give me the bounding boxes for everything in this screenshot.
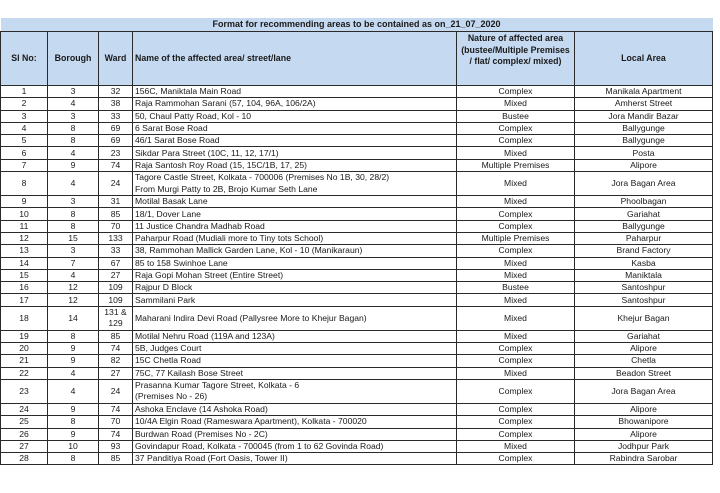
cell-nature: Complex <box>457 453 575 465</box>
table-row <box>1 147 713 159</box>
table-row <box>1 306 713 330</box>
cell-ward: 74 <box>99 403 133 415</box>
cell-ward: 67 <box>99 257 133 269</box>
cell-area-name: Motilal Nehru Road (119A and 123A) <box>133 330 457 342</box>
cell-local-area: Alipore <box>575 159 713 171</box>
cell-ward: 69 <box>99 135 133 147</box>
cell-nature: Mixed <box>457 440 575 452</box>
cell-area-name: Raja Santosh Roy Road (15, 15C/1B, 17, 25) <box>133 159 457 171</box>
cell-nature: Mixed <box>457 306 575 330</box>
cell-ward: 82 <box>99 355 133 367</box>
cell-sl-no: 26 <box>1 428 48 440</box>
area-name-line-2: (Premises No - 26) <box>135 391 208 402</box>
table-row <box>1 343 713 355</box>
cell-sl-no: 16 <box>1 282 48 294</box>
cell-local-area: Ballygunge <box>575 135 713 147</box>
cell-nature: Complex <box>457 343 575 355</box>
table-row <box>1 86 713 98</box>
table-row <box>1 232 713 244</box>
cell-local-area: Ballygunge <box>575 220 713 232</box>
cell-borough: 10 <box>48 440 99 452</box>
table-row <box>1 416 713 428</box>
area-name-line-1: Tagore Castle Street, Kolkata - 700006 (Premises No 1B, 30, 28/2) <box>135 172 390 183</box>
cell-area-name: Sammilani Park <box>133 294 457 306</box>
cell-area-name: 85 to 158 Swinhoe Lane <box>133 257 457 269</box>
cell-local-area: Khejur Bagan <box>575 306 713 330</box>
table-row <box>1 135 713 147</box>
header-sl-no: Sl No: <box>1 32 48 86</box>
header-nature: Nature of affected area (bustee/Multiple Premises / flat/ complex/ mixed) <box>457 32 575 86</box>
cell-nature: Bustee <box>457 110 575 122</box>
cell-sl-no: 28 <box>1 453 48 465</box>
cell-borough: 3 <box>48 196 99 208</box>
cell-area-name: 15C Chetla Road <box>133 355 457 367</box>
cell-sl-no: 7 <box>1 159 48 171</box>
cell-borough: 9 <box>48 403 99 415</box>
table-row <box>1 220 713 232</box>
cell-ward: 32 <box>99 86 133 98</box>
cell-local-area: Amherst Street <box>575 98 713 110</box>
table-row <box>1 453 713 465</box>
cell-nature: Mixed <box>457 196 575 208</box>
cell-nature: Mixed <box>457 98 575 110</box>
cell-borough: 3 <box>48 245 99 257</box>
cell-nature: Complex <box>457 355 575 367</box>
cell-ward: 24 <box>99 379 133 403</box>
cell-area-name: 50, Chaul Patty Road, Kol - 10 <box>133 110 457 122</box>
cell-nature: Complex <box>457 208 575 220</box>
cell-nature: Complex <box>457 135 575 147</box>
cell-borough: 9 <box>48 343 99 355</box>
table-row <box>1 282 713 294</box>
table-row <box>1 269 713 281</box>
cell-sl-no: 1 <box>1 86 48 98</box>
cell-ward: 69 <box>99 122 133 134</box>
cell-borough: 7 <box>48 257 99 269</box>
cell-ward: 70 <box>99 220 133 232</box>
cell-sl-no: 3 <box>1 110 48 122</box>
table-body <box>1 86 713 465</box>
table-row <box>1 330 713 342</box>
table-row <box>1 355 713 367</box>
cell-nature: Mixed <box>457 257 575 269</box>
cell-ward: 24 <box>99 172 133 196</box>
cell-area-name: Rajpur D Block <box>133 282 457 294</box>
cell-sl-no: 10 <box>1 208 48 220</box>
cell-nature: Complex <box>457 245 575 257</box>
cell-local-area: Alipore <box>575 343 713 355</box>
cell-sl-no: 27 <box>1 440 48 452</box>
cell-nature: Multiple Premises <box>457 232 575 244</box>
table-row <box>1 440 713 452</box>
cell-borough: 12 <box>48 294 99 306</box>
cell-borough: 4 <box>48 98 99 110</box>
cell-nature: Mixed <box>457 330 575 342</box>
cell-local-area: Ballygunge <box>575 122 713 134</box>
cell-local-area: Gariahat <box>575 208 713 220</box>
table-row <box>1 208 713 220</box>
cell-local-area: Posta <box>575 147 713 159</box>
cell-ward: 133 <box>99 232 133 244</box>
cell-borough: 14 <box>48 306 99 330</box>
cell-local-area: Kasba <box>575 257 713 269</box>
cell-local-area: Maniktala <box>575 269 713 281</box>
area-name-line-2: From Murgi Patty to 2B, Brojo Kumar Seth Lane <box>135 183 318 194</box>
cell-sl-no: 4 <box>1 122 48 134</box>
cell-local-area: Manikala Apartment <box>575 86 713 98</box>
table-row <box>1 98 713 110</box>
table-row <box>1 110 713 122</box>
cell-borough: 4 <box>48 379 99 403</box>
cell-local-area: Jodhpur Park <box>575 440 713 452</box>
cell-ward: 23 <box>99 147 133 159</box>
cell-sl-no: 21 <box>1 355 48 367</box>
cell-area-name: 156C, Maniktala Main Road <box>133 86 457 98</box>
cell-local-area: Jora Bagan Area <box>575 379 713 403</box>
cell-borough: 8 <box>48 330 99 342</box>
cell-borough: 12 <box>48 282 99 294</box>
table-row <box>1 428 713 440</box>
cell-local-area: Jora Bagan Area <box>575 172 713 196</box>
cell-sl-no: 19 <box>1 330 48 342</box>
cell-nature: Complex <box>457 428 575 440</box>
cell-local-area: Beadon Street <box>575 367 713 379</box>
sheet-title: Format for recommending areas to be contained as on_21_07_2020 <box>1 18 713 32</box>
cell-ward: 70 <box>99 416 133 428</box>
cell-local-area: Paharpur <box>575 232 713 244</box>
cell-area-name: 18/1, Dover Lane <box>133 208 457 220</box>
cell-local-area: Bhowanipore <box>575 416 713 428</box>
cell-local-area: Gariahat <box>575 330 713 342</box>
cell-area-name: 6 Sarat Bose Road <box>133 122 457 134</box>
cell-nature: Complex <box>457 86 575 98</box>
cell-nature: Mixed <box>457 269 575 281</box>
cell-sl-no: 18 <box>1 306 48 330</box>
cell-ward: 38 <box>99 98 133 110</box>
cell-borough: 9 <box>48 428 99 440</box>
cell-area-name: Raja Rammohan Sarani (57, 104, 96A, 106/2A) <box>133 98 457 110</box>
table-row <box>1 257 713 269</box>
cell-nature: Mixed <box>457 294 575 306</box>
cell-nature: Complex <box>457 122 575 134</box>
cell-area-name: Raja Gopi Mohan Street (Entire Street) <box>133 269 457 281</box>
cell-nature: Complex <box>457 416 575 428</box>
cell-sl-no: 23 <box>1 379 48 403</box>
cell-ward: 93 <box>99 440 133 452</box>
cell-area-name: 11 Justice Chandra Madhab Road <box>133 220 457 232</box>
cell-borough: 3 <box>48 110 99 122</box>
cell-local-area: Santoshpur <box>575 282 713 294</box>
cell-sl-no: 9 <box>1 196 48 208</box>
cell-borough: 8 <box>48 453 99 465</box>
cell-sl-no: 15 <box>1 269 48 281</box>
cell-ward: 109 <box>99 294 133 306</box>
cell-area-name: Ashoka Enclave (14 Ashoka Road) <box>133 403 457 415</box>
cell-area-name: Govindapur Road, Kolkata - 700045 (from 1 to 62 Govinda Road) <box>133 440 457 452</box>
cell-area-name: Sikdar Para Street (10C, 11, 12, 17/1) <box>133 147 457 159</box>
cell-sl-no: 14 <box>1 257 48 269</box>
cell-ward: 27 <box>99 367 133 379</box>
cell-nature: Mixed <box>457 172 575 196</box>
cell-borough: 9 <box>48 159 99 171</box>
table-row <box>1 245 713 257</box>
cell-borough: 8 <box>48 122 99 134</box>
cell-ward: 74 <box>99 159 133 171</box>
containment-areas-sheet <box>0 18 712 465</box>
cell-ward: 85 <box>99 453 133 465</box>
header-ward: Ward <box>99 32 133 86</box>
table-row <box>1 294 713 306</box>
cell-ward: 131 & 129 <box>99 306 133 330</box>
cell-sl-no: 11 <box>1 220 48 232</box>
cell-local-area: Phoolbagan <box>575 196 713 208</box>
containment-areas-table <box>0 18 713 465</box>
cell-local-area: Chetla <box>575 355 713 367</box>
cell-nature: Complex <box>457 379 575 403</box>
cell-sl-no: 8 <box>1 172 48 196</box>
cell-ward: 33 <box>99 245 133 257</box>
cell-ward: 74 <box>99 343 133 355</box>
cell-local-area: Santoshpur <box>575 294 713 306</box>
cell-area-name: 37 Panditiya Road (Fort Oasis, Tower II) <box>133 453 457 465</box>
cell-sl-no: 12 <box>1 232 48 244</box>
cell-sl-no: 6 <box>1 147 48 159</box>
table-row <box>1 172 713 196</box>
cell-area-name: 38, Rammohan Mallick Garden Lane, Kol - 10 (Manikaraun) <box>133 245 457 257</box>
cell-borough: 4 <box>48 172 99 196</box>
cell-nature: Mixed <box>457 367 575 379</box>
cell-sl-no: 24 <box>1 403 48 415</box>
header-borough: Borough <box>48 32 99 86</box>
cell-borough: 4 <box>48 269 99 281</box>
cell-area-name: 5B, Judges Court <box>133 343 457 355</box>
cell-local-area: Brand Factory <box>575 245 713 257</box>
table-row <box>1 122 713 134</box>
cell-ward: 31 <box>99 196 133 208</box>
cell-area-name: 75C, 77 Kailash Bose Street <box>133 367 457 379</box>
table-row <box>1 403 713 415</box>
cell-borough: 8 <box>48 416 99 428</box>
cell-area-name: Motilal Basak Lane <box>133 196 457 208</box>
cell-nature: Mixed <box>457 147 575 159</box>
cell-ward: 27 <box>99 269 133 281</box>
cell-nature: Complex <box>457 403 575 415</box>
title-row <box>1 18 713 32</box>
cell-local-area: Alipore <box>575 428 713 440</box>
cell-area-name <box>133 172 457 196</box>
cell-borough: 4 <box>48 147 99 159</box>
cell-area-name <box>133 379 457 403</box>
cell-sl-no: 5 <box>1 135 48 147</box>
cell-area-name: 46/1 Sarat Bose Road <box>133 135 457 147</box>
table-row <box>1 196 713 208</box>
cell-borough: 8 <box>48 135 99 147</box>
cell-local-area: Alipore <box>575 403 713 415</box>
cell-borough: 8 <box>48 208 99 220</box>
cell-borough: 4 <box>48 367 99 379</box>
cell-ward: 109 <box>99 282 133 294</box>
table-row <box>1 367 713 379</box>
cell-sl-no: 25 <box>1 416 48 428</box>
cell-sl-no: 13 <box>1 245 48 257</box>
cell-area-name: Burdwan Road (Premises No - 2C) <box>133 428 457 440</box>
cell-local-area: Rabindra Sarobar <box>575 453 713 465</box>
cell-ward: 33 <box>99 110 133 122</box>
table-row <box>1 159 713 171</box>
cell-borough: 8 <box>48 220 99 232</box>
cell-nature: Bustee <box>457 282 575 294</box>
cell-area-name: Paharpur Road (Mudiali more to Tiny tots School) <box>133 232 457 244</box>
cell-area-name: Maharani Indira Devi Road (Pallysree More to Khejur Bagan) <box>133 306 457 330</box>
cell-nature: Multiple Premises <box>457 159 575 171</box>
cell-ward: 85 <box>99 208 133 220</box>
cell-nature: Complex <box>457 220 575 232</box>
cell-sl-no: 22 <box>1 367 48 379</box>
cell-sl-no: 20 <box>1 343 48 355</box>
table-row <box>1 379 713 403</box>
cell-area-name: 10/4A Elgin Road (Rameswara Apartment), Kolkata - 700020 <box>133 416 457 428</box>
cell-ward: 74 <box>99 428 133 440</box>
header-row <box>1 32 713 86</box>
cell-borough: 3 <box>48 86 99 98</box>
header-area-name: Name of the affected area/ street/lane <box>133 32 457 86</box>
cell-borough: 9 <box>48 355 99 367</box>
area-name-line-1: Prasanna Kumar Tagore Street, Kolkata - 6 <box>135 379 300 390</box>
header-local-area: Local Area <box>575 32 713 86</box>
cell-sl-no: 17 <box>1 294 48 306</box>
cell-ward: 85 <box>99 330 133 342</box>
cell-sl-no: 2 <box>1 98 48 110</box>
cell-borough: 15 <box>48 232 99 244</box>
cell-local-area: Jora Mandir Bazar <box>575 110 713 122</box>
